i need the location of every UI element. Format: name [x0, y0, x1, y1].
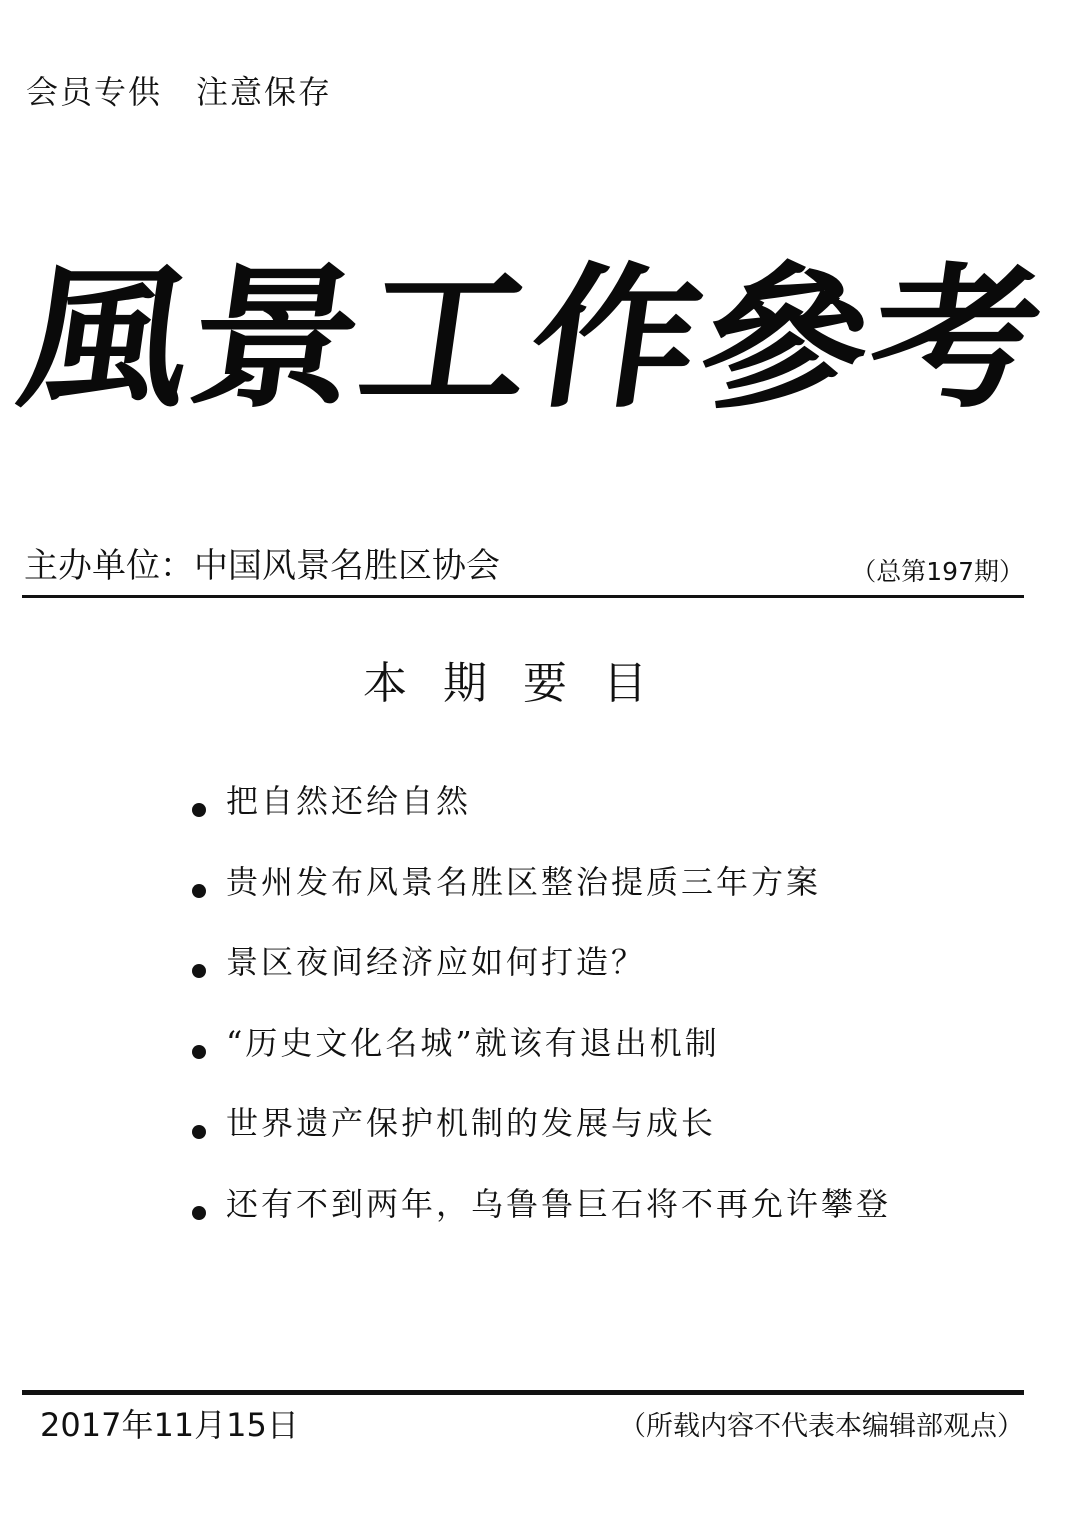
masthead-char: 作 [519, 246, 713, 430]
masthead-char: 參 [689, 246, 883, 430]
list-item [192, 784, 891, 865]
list-item [192, 1023, 891, 1107]
bullet-icon [192, 964, 206, 978]
disclaimer: （所载内容不代表本编辑部观点） [619, 1411, 1024, 1442]
contents-list [192, 784, 891, 1267]
contents-title: 本期要目 [363, 658, 683, 709]
bullet-icon [192, 884, 206, 898]
header-divider [22, 595, 1024, 598]
list-item [192, 945, 891, 1026]
footer-divider [22, 1390, 1024, 1395]
masthead-char: 風 [9, 246, 203, 430]
list-item-text: 还有不到两年，乌鲁鲁巨石将不再允许攀登 [226, 1184, 892, 1223]
list-item-text: “历史文化名城”就该有退出机制 [226, 1023, 720, 1062]
masthead-char: 景 [179, 246, 373, 430]
list-item-text: 景区夜间经济应如何打造？ [226, 943, 647, 981]
list-item [192, 862, 891, 946]
list-item-text: 世界遗产保护机制的发展与成长 [226, 1104, 717, 1142]
issue-date: 2017年11月15日 [40, 1406, 299, 1444]
masthead-calligraphy-title [9, 228, 1053, 448]
list-item [192, 1106, 891, 1187]
masthead-char: 考 [859, 246, 1053, 430]
sponsor-label: 主办单位：中国风景名胜区协会 [24, 546, 500, 586]
sponsor-row [24, 548, 1024, 594]
issue-number: （总第197期） [851, 557, 1024, 586]
bullet-icon [192, 803, 206, 817]
bullet-icon [192, 1045, 206, 1059]
member-notice: 会员专供 注意保存 [26, 73, 333, 111]
bullet-icon [192, 1206, 206, 1220]
bullet-icon [192, 1125, 206, 1139]
list-item-text: 贵州发布风景名胜区整治提质三年方案 [226, 862, 822, 901]
masthead-char: 工 [349, 246, 543, 430]
list-item [192, 1184, 892, 1268]
list-item-text: 把自然还给自然 [226, 782, 472, 820]
